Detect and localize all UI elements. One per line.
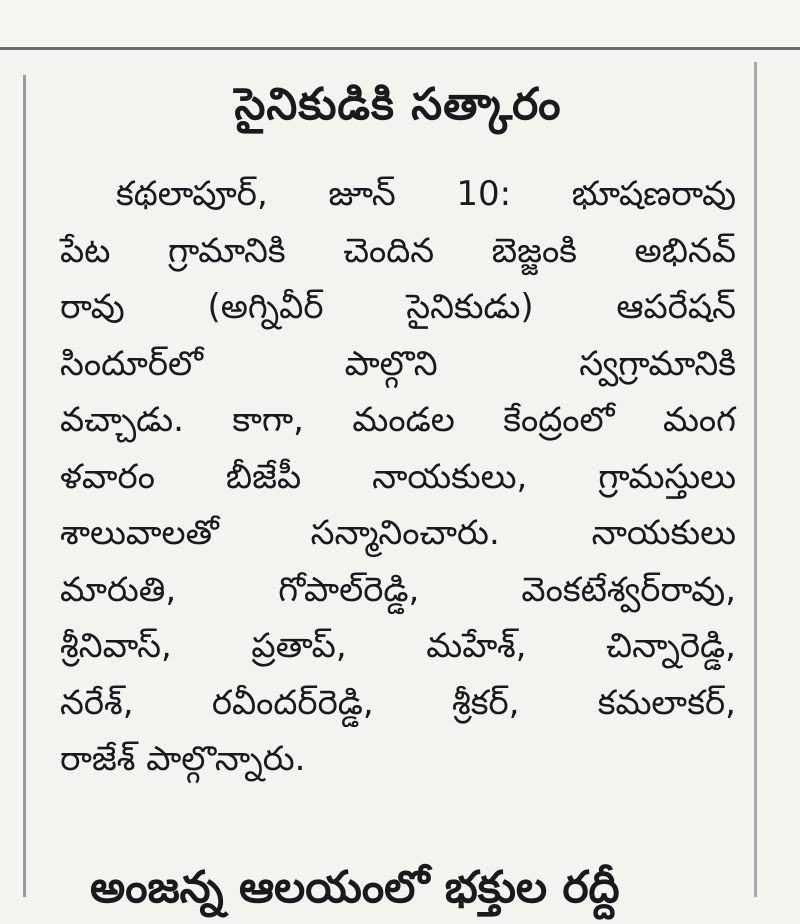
article-line: శాలువాలతో సన్మానించారు. నాయకులు (60, 513, 736, 553)
article-line: కథలాపూర్, జూన్ 10: భూషణరావు (116, 174, 736, 214)
next-article-headline: అంజన్న ఆలయంలో భక్తుల రద్దీ (90, 862, 620, 913)
article-line: సిందూర్‌లో పాల్గొని స్వగ్రామానికి (60, 343, 736, 384)
article-line: శ్రీనివాస్, ప్రతాప్, మహేశ్, చిన్నారెడ్డి, (60, 626, 736, 666)
column-rule-left (23, 75, 26, 897)
column-rule-right (754, 62, 757, 897)
article-headline: సైనికుడికి సత్కారం (234, 79, 562, 130)
article-line: మారుతి, గోపాల్‌రెడ్డి, వెంకటేశ్వర్‌రావు, (60, 569, 736, 610)
article-line: రాజేశ్ పాల్గొన్నారు. (60, 739, 306, 779)
news-article (60, 68, 736, 788)
section-divider (0, 47, 800, 50)
previous-article-fragment (0, 0, 800, 16)
article-line: పేట గ్రామానికి చెందిన బెజ్జంకి అభినవ్ (60, 230, 736, 271)
previous-article-strip (0, 0, 800, 48)
article-line: నరేశ్, రవీందర్‌రెడ్డి, శ్రీకర్, కమలాకర్, (60, 682, 736, 723)
article-line: రావు (అగ్నివీర్ సైనికుడు) ఆపరేషన్ (60, 287, 736, 327)
article-line: వచ్చాడు. కాగా, మండల కేంద్రంలో మంగ (60, 400, 736, 440)
article-line: ళవారం బీజేపీ నాయకులు, గ్రామస్తులు (60, 456, 736, 497)
article-body (60, 166, 736, 788)
